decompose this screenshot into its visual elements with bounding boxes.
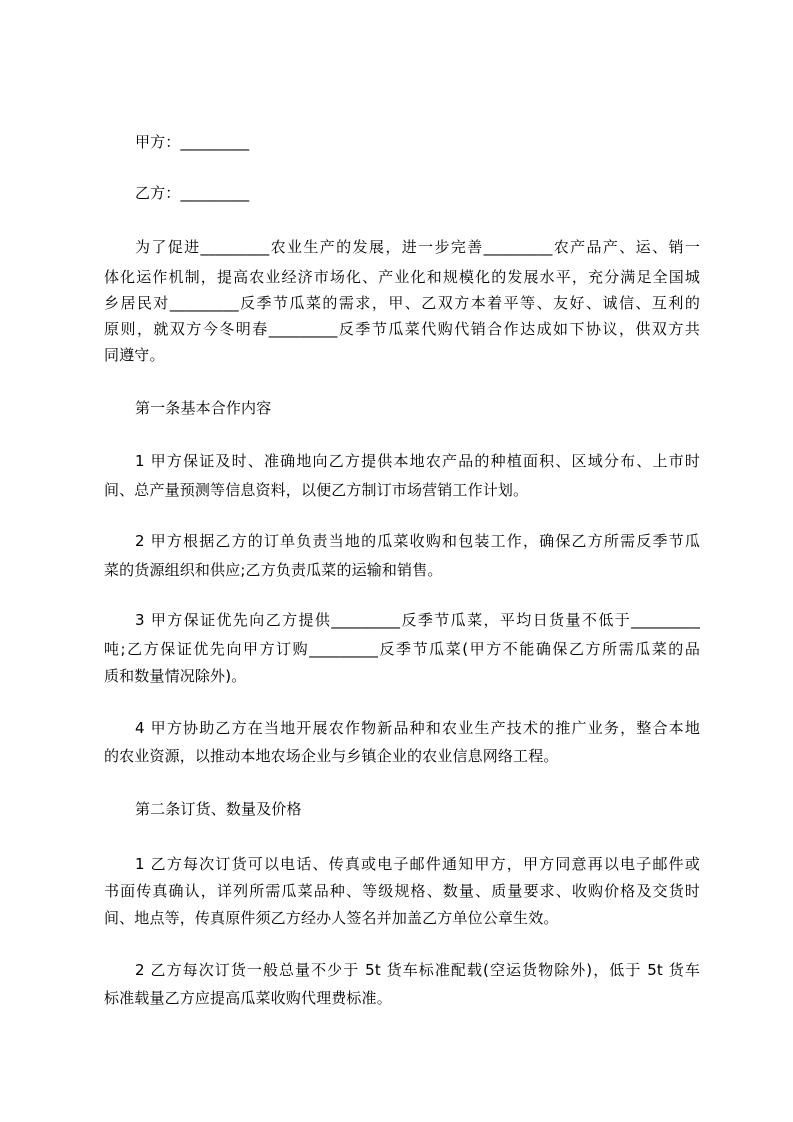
- preamble-line-5: 同遵守。: [104, 346, 165, 364]
- preamble-line-1: 为了促进_________农业生产的发展，进一步完善_________农产品产、运、销一: [135, 238, 700, 256]
- preamble-line-3: 乡居民对_________反季节瓜菜的需求，甲、乙双方本着平等、友好、诚信、互利的: [104, 294, 700, 312]
- party-b-line: 乙方：_________: [135, 184, 250, 202]
- article-1-item-1-line-1: 1 甲方保证及时、准确地向乙方提供本地农产品的种植面积、区域分布、上市时: [135, 452, 700, 470]
- article-1-item-3-line-2: 吨;乙方保证优先向甲方订购_________反季节瓜菜(甲方不能确保乙方所需瓜菜的品: [104, 640, 700, 658]
- article-1-item-3-line-1: 3 甲方保证优先向乙方提供_________反季节瓜菜，平均日货量不低于_________: [135, 611, 700, 629]
- article-2-title: 第二条订货、数量及价格: [135, 800, 302, 818]
- article-2-item-2-line-1: 2 乙方每次订货一般总量不少于 5t 货车标准配载(空运货物除外)，低于 5t 货车: [135, 961, 700, 979]
- article-2-item-2-line-2: 标准载量乙方应提高瓜菜收购代理费标准。: [104, 989, 392, 1007]
- article-2-item-1-line-3: 间、地点等，传真原件须乙方经办人签名并加盖乙方单位公章生效。: [104, 909, 559, 927]
- party-a-line: 甲方：_________: [135, 133, 250, 151]
- article-1-item-3-line-3: 质和数量情况除外)。: [104, 667, 247, 685]
- article-1-item-4-line-2: 的农业资源，以推动本地农场企业与乡镇企业的农业信息网络工程。: [104, 747, 559, 765]
- article-2-item-1-line-1: 1 乙方每次订货可以电话、传真或电子邮件通知甲方，甲方同意再以电子邮件或: [135, 855, 700, 873]
- article-1-title: 第一条基本合作内容: [135, 399, 272, 417]
- article-1-item-2-line-1: 2 甲方根据乙方的订单负责当地的瓜菜收购和包装工作，确保乙方所需反季节瓜: [135, 532, 700, 550]
- preamble-line-2: 体化运作机制，提高农业经济市场化、产业化和规模化的发展水平，充分满足全国城: [104, 268, 700, 286]
- article-1-item-2-line-2: 菜的货源组织和供应;乙方负责瓜菜的运输和销售。: [104, 561, 443, 579]
- article-1-item-1-line-2: 间、总产量预测等信息资料，以便乙方制订市场营销工作计划。: [104, 481, 529, 499]
- preamble-line-4: 原则，就双方今冬明春_________反季节瓜菜代购代销合作达成如下协议，供双方共: [104, 320, 700, 338]
- article-1-item-4-line-1: 4 甲方协助乙方在当地开展农作物新品种和农业生产技术的推广业务，整合本地: [135, 719, 700, 737]
- article-2-item-1-line-2: 书面传真确认，详列所需瓜菜品种、等级规格、数量、质量要求、收购价格及交货时: [104, 882, 700, 900]
